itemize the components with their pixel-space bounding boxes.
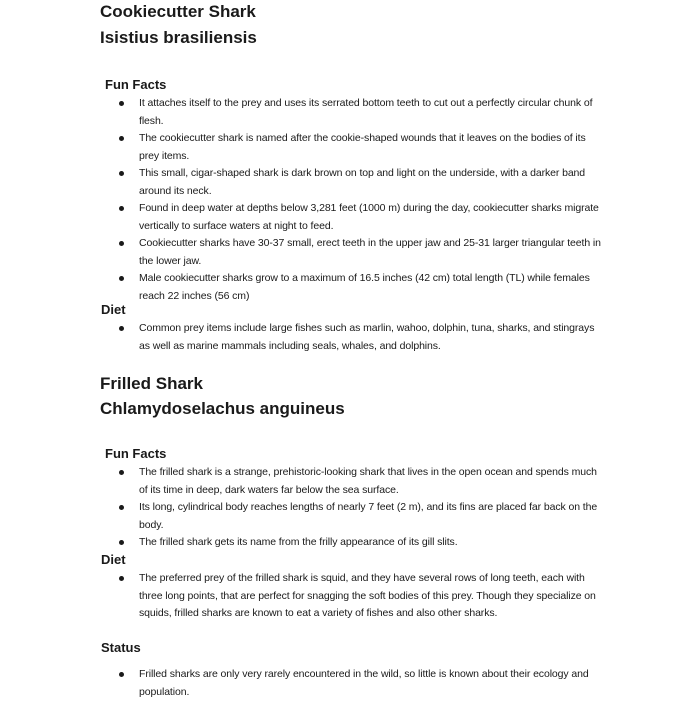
list-item: Found in deep water at depths below 3,281 feet (1000 m) during the day, cookiecutter sharks migrate vertically to surface waters at night to feed. xyxy=(0,200,601,235)
section-title: Cookiecutter Shark xyxy=(100,2,256,21)
list-item: Its long, cylindrical body reaches lengths of nearly 7 feet (2 m), and its fins are placed far back on the body. xyxy=(0,499,601,534)
list-item: It attaches itself to the prey and uses its serrated bottom teeth to cut out a perfectly circular chunk of flesh. xyxy=(0,95,601,130)
diet-list xyxy=(0,570,700,623)
status-list xyxy=(0,666,700,701)
fun-facts-heading: Fun Facts xyxy=(105,446,167,461)
list-item: This small, cigar-shaped shark is dark brown on top and light on the underside, with a darker band around its neck. xyxy=(0,165,601,200)
list-item: The frilled shark is a strange, prehistoric-looking shark that lives in the open ocean and spends much of its time in deep, dark waters far below the sea surface. xyxy=(0,464,601,499)
list-item: Frilled sharks are only very rarely encountered in the wild, so little is known about their ecology and population. xyxy=(0,666,601,701)
scientific-name: Chlamydoselachus anguineus xyxy=(100,399,345,418)
list-item: The frilled shark gets its name from the frilly appearance of its gill slits. xyxy=(0,534,601,552)
list-item: The cookiecutter shark is named after the cookie-shaped wounds that it leaves on the bodies of its prey items. xyxy=(0,130,601,165)
scientific-name: Isistius brasiliensis xyxy=(100,28,257,47)
section-title: Frilled Shark xyxy=(100,374,203,393)
diet-list xyxy=(0,320,700,355)
list-item: Cookiecutter sharks have 30-37 small, erect teeth in the upper jaw and 25-31 larger triangular teeth in the lower jaw. xyxy=(0,235,601,270)
list-item: The preferred prey of the frilled shark is squid, and they have several rows of long teeth, each with three long points, that are perfect for snagging the soft bodies of this prey. Though they specialize on squids, frilled sharks are known to eat a variety of fishes and also other sharks. xyxy=(0,570,601,623)
list-item: Common prey items include large fishes such as marlin, wahoo, dolphin, tuna, sharks, and stingrays as well as marine mammals including seals, whales, and dolphins. xyxy=(0,320,601,355)
diet-heading: Diet xyxy=(101,302,126,317)
fun-facts-list xyxy=(0,95,700,305)
fun-facts-heading: Fun Facts xyxy=(105,77,167,92)
list-item: Male cookiecutter sharks grow to a maximum of 16.5 inches (42 cm) total length (TL) while females reach 22 inches (56 cm) xyxy=(0,270,601,305)
status-heading: Status xyxy=(101,640,141,655)
diet-heading: Diet xyxy=(101,552,126,567)
fun-facts-list xyxy=(0,464,700,552)
